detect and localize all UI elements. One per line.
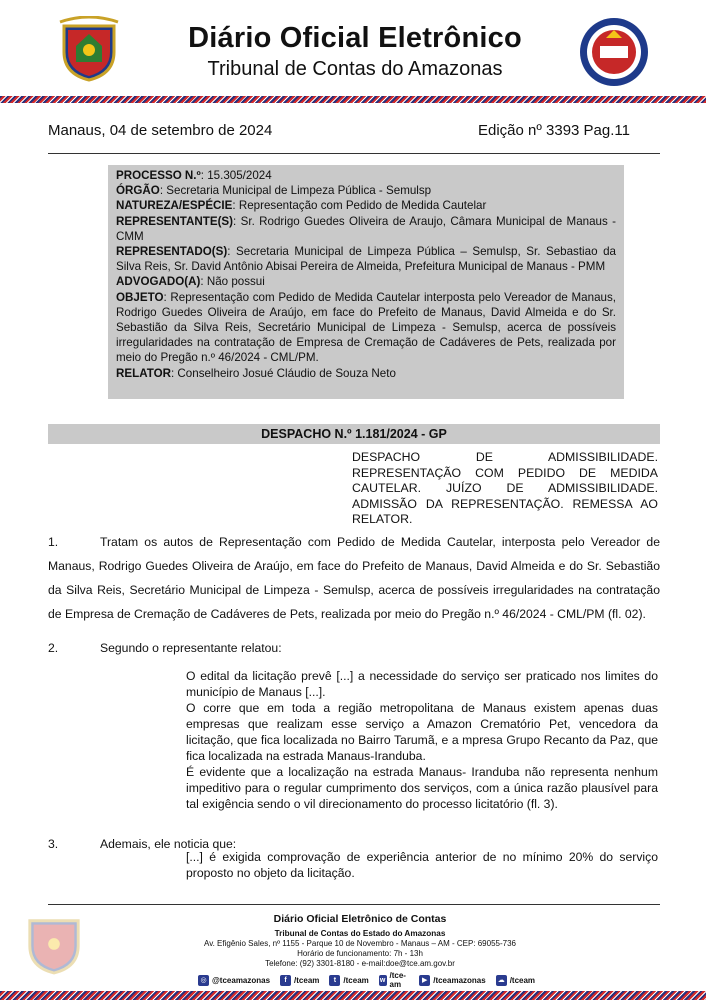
process-field: NATUREZA/ESPÉCIE: Representação com Pedido de Medida Cautelar: [116, 199, 487, 213]
footer-divider: [48, 904, 660, 905]
paragraph-text: Ademais, ele noticia que:: [100, 837, 237, 851]
process-summary-box: [108, 165, 624, 399]
social-facebook[interactable]: f /tceam: [280, 975, 319, 986]
paragraph-number: 3.: [48, 837, 59, 851]
paragraph-number: 1.: [48, 535, 59, 549]
citation-text: É evidente que a localização na estrada Manaus- Iranduba não representa nenhum impeditivo para o regular cumprimento dos serviços, com a única razão plausível para tal exigência sendo o vil direcionamento do processo licitatório (fl. 3).: [186, 765, 658, 811]
process-field: ADVOGADO(A): Não possui: [116, 275, 265, 289]
footer-stripe: [0, 991, 706, 1000]
process-field: REPRESENTANTE(S): Sr. Rodrigo Guedes Oliveira de Araujo, Câmara Municipal de Manaus - CMM: [116, 214, 616, 243]
dateline: [48, 120, 660, 154]
flickr-icon: ☁: [497, 976, 505, 984]
instagram-icon: ◎: [198, 975, 209, 986]
paragraph-number: 2.: [48, 641, 59, 655]
social-links: [198, 971, 536, 989]
process-field: ÓRGÃO: Secretaria Municipal de Limpeza Pública - Semulsp: [116, 184, 432, 198]
despacho-title: DESPACHO N.º 1.181/2024 - GP: [48, 424, 660, 444]
twitter-icon: t: [329, 975, 340, 986]
process-field: OBJETO: Representação com Pedido de Medida Cautelar interposta pelo Vereador de Manaus, Rodrigo Guedes Oliveira de Araújo, em face do Prefeito de Manaus, David Almeida e do Sr. Sebastião da Silva Reis, Secretário Municipal de Limpeza - Semulsp, acerca de possíveis irregularidades na contratação de Empresa de Cremação de Cadáveres de Pets, realizada por meio do Pregão n.º 46/2024 - CML/PM.: [116, 290, 616, 365]
facebook-icon: f: [280, 975, 291, 986]
process-field: PROCESSO N.º: 15.305/2024: [116, 169, 272, 182]
publication-subtitle: Tribunal de Contas do Amazonas: [207, 58, 503, 80]
footer-address: Av. Efigênio Sales, nº 1155 - Parque 10 de Novembro - Manaus – AM - CEP: 69055-736: [204, 939, 516, 948]
paragraph-1: [48, 530, 660, 626]
publication-title: Diário Oficial Eletrônico: [188, 22, 522, 54]
certification-seal-logo: [578, 16, 650, 88]
footer-institution: Tribunal de Contas do Estado do Amazonas: [274, 929, 446, 938]
footer-contact: Telefone: (92) 3301-8180 - e-mail:doe@tce.am.gov.br: [265, 959, 455, 968]
citation-text: O edital da licitação prevê [...] a necessidade do serviço ser praticado nos limites do município de Manaus [...].: [186, 669, 658, 699]
process-field: RELATOR: Conselheiro Josué Cláudio de Souza Neto: [116, 366, 396, 380]
footer-hours: Horário de funcionamento: 7h - 13h: [297, 949, 423, 958]
edition-page: Edição nº 3393 Pag.11: [478, 122, 630, 139]
ementa: DESPACHO DE ADMISSIBILIDADE. REPRESENTAÇÃO COM PEDIDO DE MEDIDA CAUTELAR. JUÍZO DE ADMISSIBILIDADE. ADMISSÃO DA REPRESENTAÇÃO. REMESSA AO RELATOR.: [352, 450, 658, 526]
youtube-icon: ▶: [419, 975, 430, 986]
paragraph-text: Segundo o representante relatou:: [100, 641, 282, 655]
tce-crest-logo: [58, 16, 120, 82]
social-twitter[interactable]: t /tceam: [329, 975, 368, 986]
tce-crest-watermark: [24, 908, 84, 978]
paragraph-2: [48, 636, 348, 660]
social-instagram[interactable]: ◎ @tceamazonas: [198, 975, 270, 986]
social-web[interactable]: w /tce-am: [379, 971, 406, 989]
social-youtube[interactable]: ▶ /tceamazonas: [419, 975, 485, 986]
citation-text: O corre que em toda a região metropolitana de Manaus existem apenas duas empresas que realizam esse serviço a Amazon Crematório Pet, vencedora da licitação, que fica localizada no Bairro Tarumã, e a mpresa Grupo Recanto da Paz, que fica localizada na estrada Manaus-Iranduba.: [186, 701, 658, 763]
social-flickr[interactable]: ☁ /tceam: [497, 975, 536, 985]
place-date: Manaus, 04 de setembro de 2024: [48, 122, 273, 139]
paragraph-text: Tratam os autos de Representação com Pedido de Medida Cautelar, interposta pelo Vereador de Manaus, Rodrigo Guedes Oliveira de Araújo, em face do Prefeito de Manaus, David Almeida e do Sr. Sebastião da Silva Reis, Secretário Municipal de Limpeza - Semulsp, acerca de possíveis irregularidades na contratação de Empresa de Cremação de Cadáveres de Pets, realizada por meio do Pregão n.º 46/2024 - CML/PM (fl. 02).: [48, 535, 660, 621]
footer-title: Diário Oficial Eletrônico de Contas: [273, 913, 447, 925]
page-header: [0, 0, 706, 96]
header-stripe: [0, 96, 706, 103]
web-icon: w: [379, 976, 386, 984]
citation-block-1: [186, 668, 658, 812]
process-field: REPRESENTADO(S): Secretaria Municipal de Limpeza Pública – Semulsp, Sr. Sebastiao da Silva Reis, Sr. David Antônio Abisai Pereira de Almeida, Prefeitura Municipal de Manaus - PMM: [116, 245, 616, 274]
citation-block-2: [...] é exigida comprovação de experiência anterior de no mínimo 20% do serviço proposto no objeto da licitação.: [186, 850, 658, 880]
